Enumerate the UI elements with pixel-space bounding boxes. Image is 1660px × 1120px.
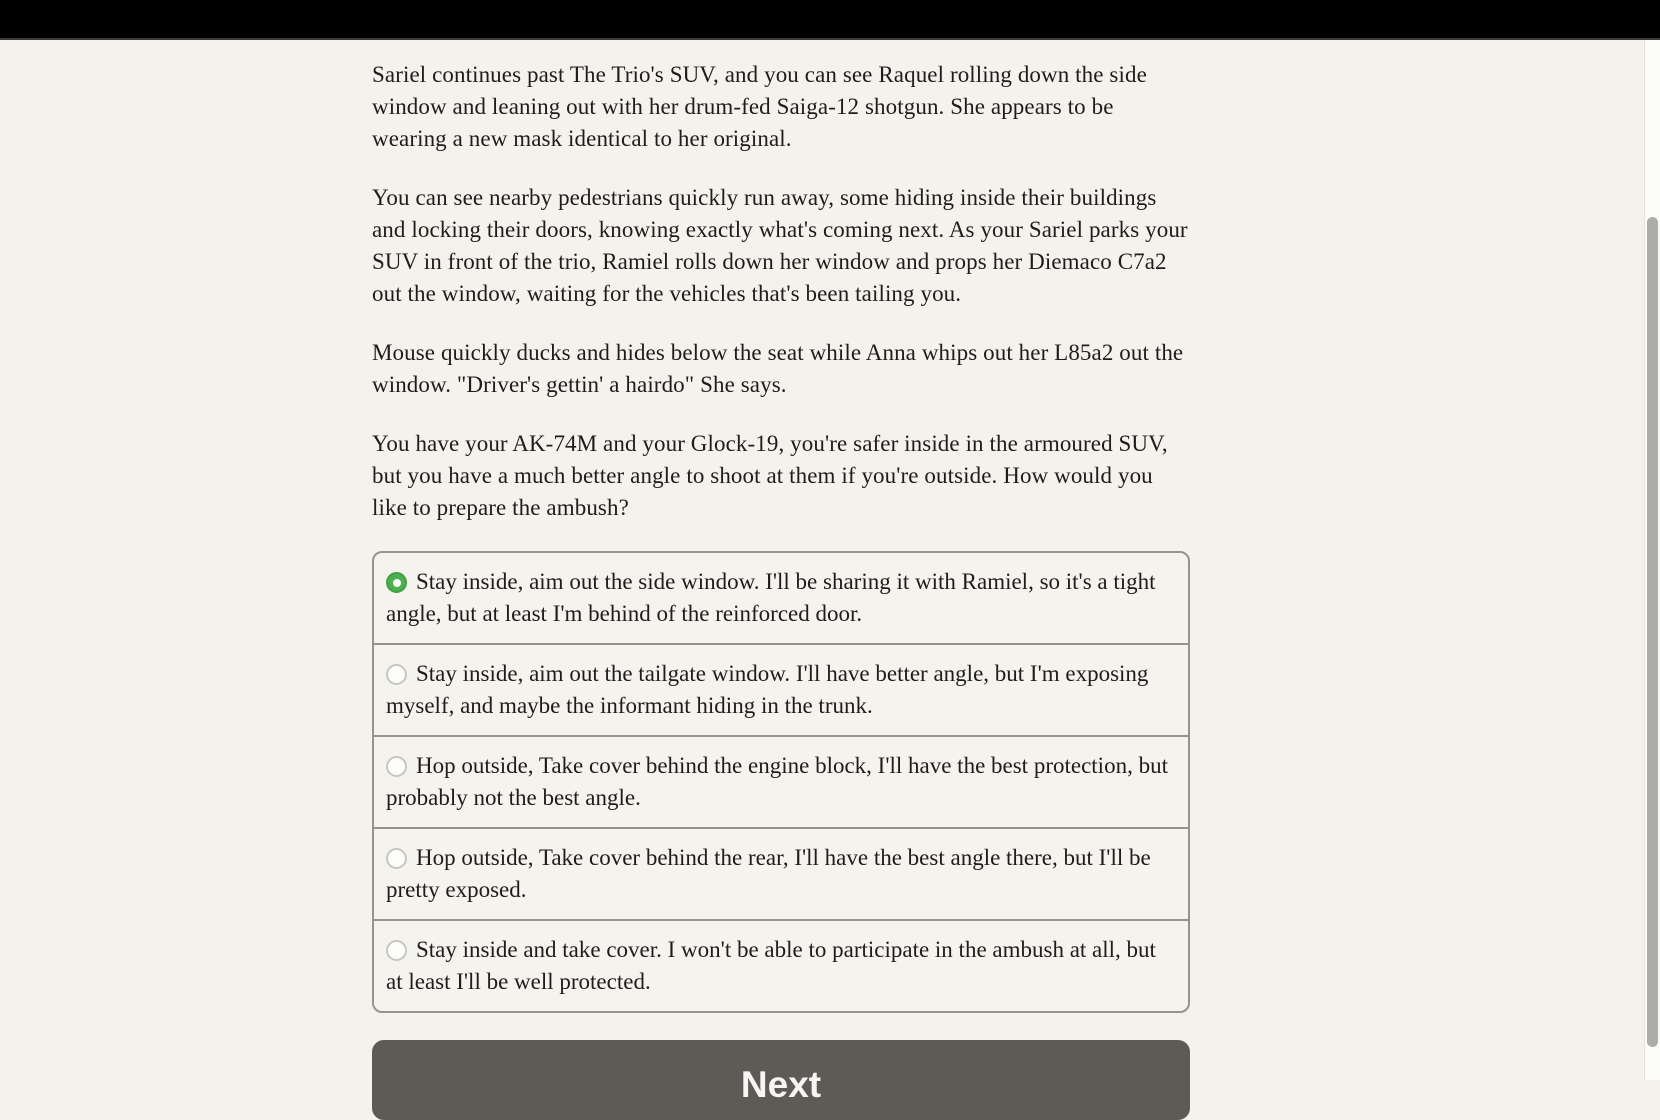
story-content <box>372 40 1190 1120</box>
choice-option-3-label: Hop outside, Take cover behind the engine block, I'll have the best protection, but probably not the best angle. <box>386 753 1168 810</box>
scrollbar-thumb[interactable] <box>1647 217 1658 1047</box>
choice-option-1-label: Stay inside, aim out the side window. I'll be sharing it with Ramiel, so it's a tight angle, but at least I'm behind of the reinforced door. <box>386 569 1156 626</box>
radio-button-icon[interactable] <box>386 848 407 869</box>
choice-list <box>372 551 1190 1013</box>
radio-button-icon[interactable] <box>386 572 407 593</box>
story-paragraph-1: Sariel continues past The Trio's SUV, and you can see Raquel rolling down the side window and leaning out with her drum-fed Saiga-12 shotgun. She appears to be wearing a new mask identical to her original. <box>372 62 1147 151</box>
scrollbar-track[interactable] <box>1644 40 1660 1080</box>
choice-option-1[interactable] <box>374 553 1188 643</box>
story-paragraph-3: Mouse quickly ducks and hides below the seat while Anna whips out her L85a2 out the window. "Driver's gettin' a hairdo" She says. <box>372 340 1184 397</box>
choice-option-5-label: Stay inside and take cover. I won't be able to participate in the ambush at all, but at least I'll be well protected. <box>386 937 1156 994</box>
top-bar <box>0 0 1660 40</box>
radio-button-icon[interactable] <box>386 756 407 777</box>
next-button[interactable]: Next <box>372 1040 1190 1120</box>
choice-option-2-label: Stay inside, aim out the tailgate window. I'll have better angle, but I'm exposing myself, and maybe the informant hiding in the trunk. <box>386 661 1149 718</box>
choice-option-2[interactable] <box>374 643 1188 735</box>
radio-button-icon[interactable] <box>386 940 407 961</box>
story-paragraph-2: You can see nearby pedestrians quickly run away, some hiding inside their buildings and locking their doors, knowing exactly what's coming next. As your Sariel parks your SUV in front of the trio, Ramiel rolls down her window and props her Diemaco C7a2 out the window, waiting for the vehicles that's been tailing you. <box>372 185 1188 306</box>
choice-option-4-label: Hop outside, Take cover behind the rear, I'll have the best angle there, but I'll be pretty exposed. <box>386 845 1151 902</box>
radio-button-icon[interactable] <box>386 664 407 685</box>
choice-option-5[interactable] <box>374 919 1188 1011</box>
story-paragraph-4: You have your AK-74M and your Glock-19, you're safer inside in the armoured SUV, but you have a much better angle to shoot at them if you're outside. How would you like to prepare the ambush? <box>372 431 1168 520</box>
choice-option-3[interactable] <box>374 735 1188 827</box>
choice-option-4[interactable] <box>374 827 1188 919</box>
